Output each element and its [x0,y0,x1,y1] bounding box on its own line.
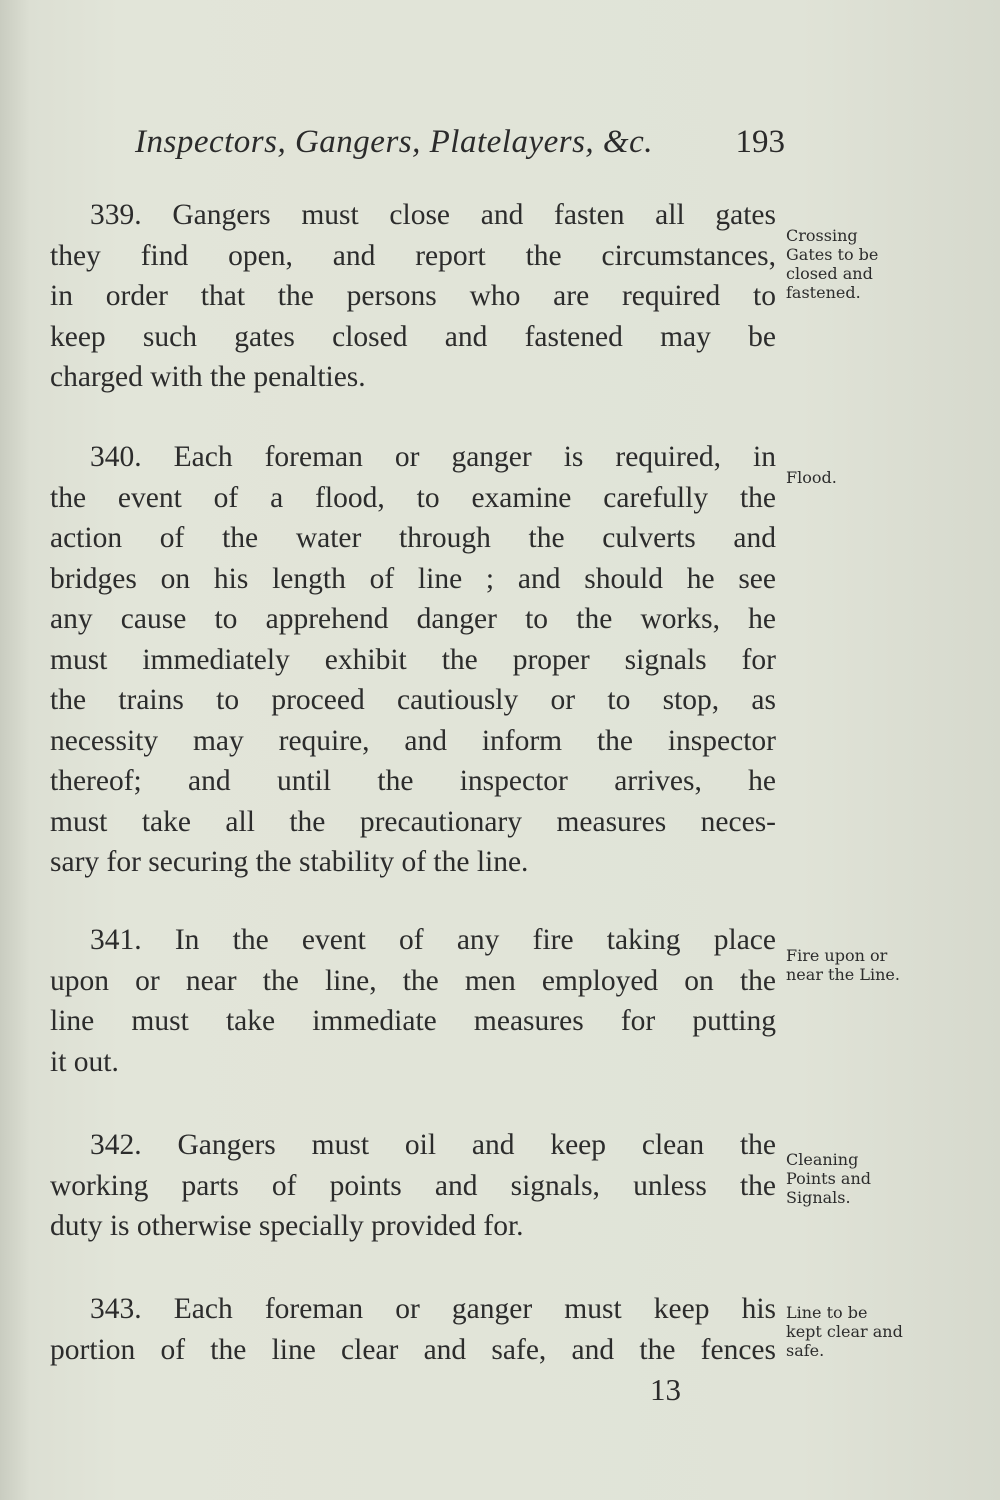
margin-note-line: Cleaning [786,1150,859,1169]
margin-note-line: kept clear and [786,1322,903,1341]
text-line: must immediately exhibit the proper signals for [50,643,776,676]
margin-note-flood [786,468,946,487]
page-number: 193 [735,124,785,160]
text-line: any cause to apprehend danger to the works, he [50,603,776,635]
text-line: thereof; and until the inspector arrives, he [50,765,776,797]
margin-note-line-clear [786,1303,946,1360]
text-line: 340. Each foreman or ganger is required, in [90,441,776,473]
paragraph-340 [50,437,776,883]
text-line: 339. Gangers must close and fasten all gates [90,199,776,231]
paragraph-342 [50,1125,776,1247]
margin-note-crossing-gates [786,226,946,302]
text-line: upon or near the line, the men employed on the [50,964,776,997]
text-line: necessity may require, and inform the inspector [50,724,776,757]
paragraph-341 [50,920,776,1082]
text-line: portion of the line clear and safe, and the fences [50,1333,776,1366]
text-line: action of the water through the culverts and [50,522,776,554]
text-line: bridges on his length of line ; and should he see [50,562,776,595]
text-line: keep such gates closed and fastened may be [50,320,776,353]
text-line: 343. Each foreman or ganger must keep his [90,1293,776,1325]
text-line: working parts of points and signals, unless the [50,1169,776,1202]
text-line: it out. [50,1045,119,1078]
margin-note-line: Line to be [786,1303,868,1322]
text-line: must take all the precautionary measures neces- [50,805,776,838]
margin-note-cleaning [786,1150,946,1207]
text-line: 341. In the event of any fire taking place [90,924,776,956]
text-line: line must take immediate measures for putting [50,1005,776,1037]
margin-note-line: Flood. [786,468,837,487]
margin-note-line: Points and [786,1169,871,1188]
text-line: charged with the penalties. [50,361,366,393]
margin-note-fire [786,946,946,984]
text-line: 342. Gangers must oil and keep clean the [90,1129,776,1161]
signature-mark: 13 [650,1372,681,1407]
paragraph-343 [50,1289,776,1370]
margin-note-line: Signals. [786,1188,851,1207]
text-line: in order that the persons who are required to [50,280,776,312]
margin-note-line: safe. [786,1341,825,1360]
text-line: duty is otherwise specially provided for. [50,1210,524,1242]
margin-note-line: Crossing [786,226,858,245]
margin-note-line: fastened. [786,283,861,302]
running-header [135,124,785,184]
running-title: Inspectors, Gangers, Platelayers, &c. [135,124,653,160]
text-line: the trains to proceed cautiously or to stop, as [50,684,776,716]
text-line: they find open, and report the circumstances, [50,239,776,272]
paragraph-339 [50,195,776,398]
text-line: the event of a flood, to examine carefully the [50,481,776,514]
margin-note-line: near the Line. [786,965,900,984]
margin-note-line: Gates to be [786,245,879,264]
margin-note-line: Fire upon or [786,946,888,965]
text-line: sary for securing the stability of the line. [50,846,529,878]
margin-note-line: closed and [786,264,873,283]
